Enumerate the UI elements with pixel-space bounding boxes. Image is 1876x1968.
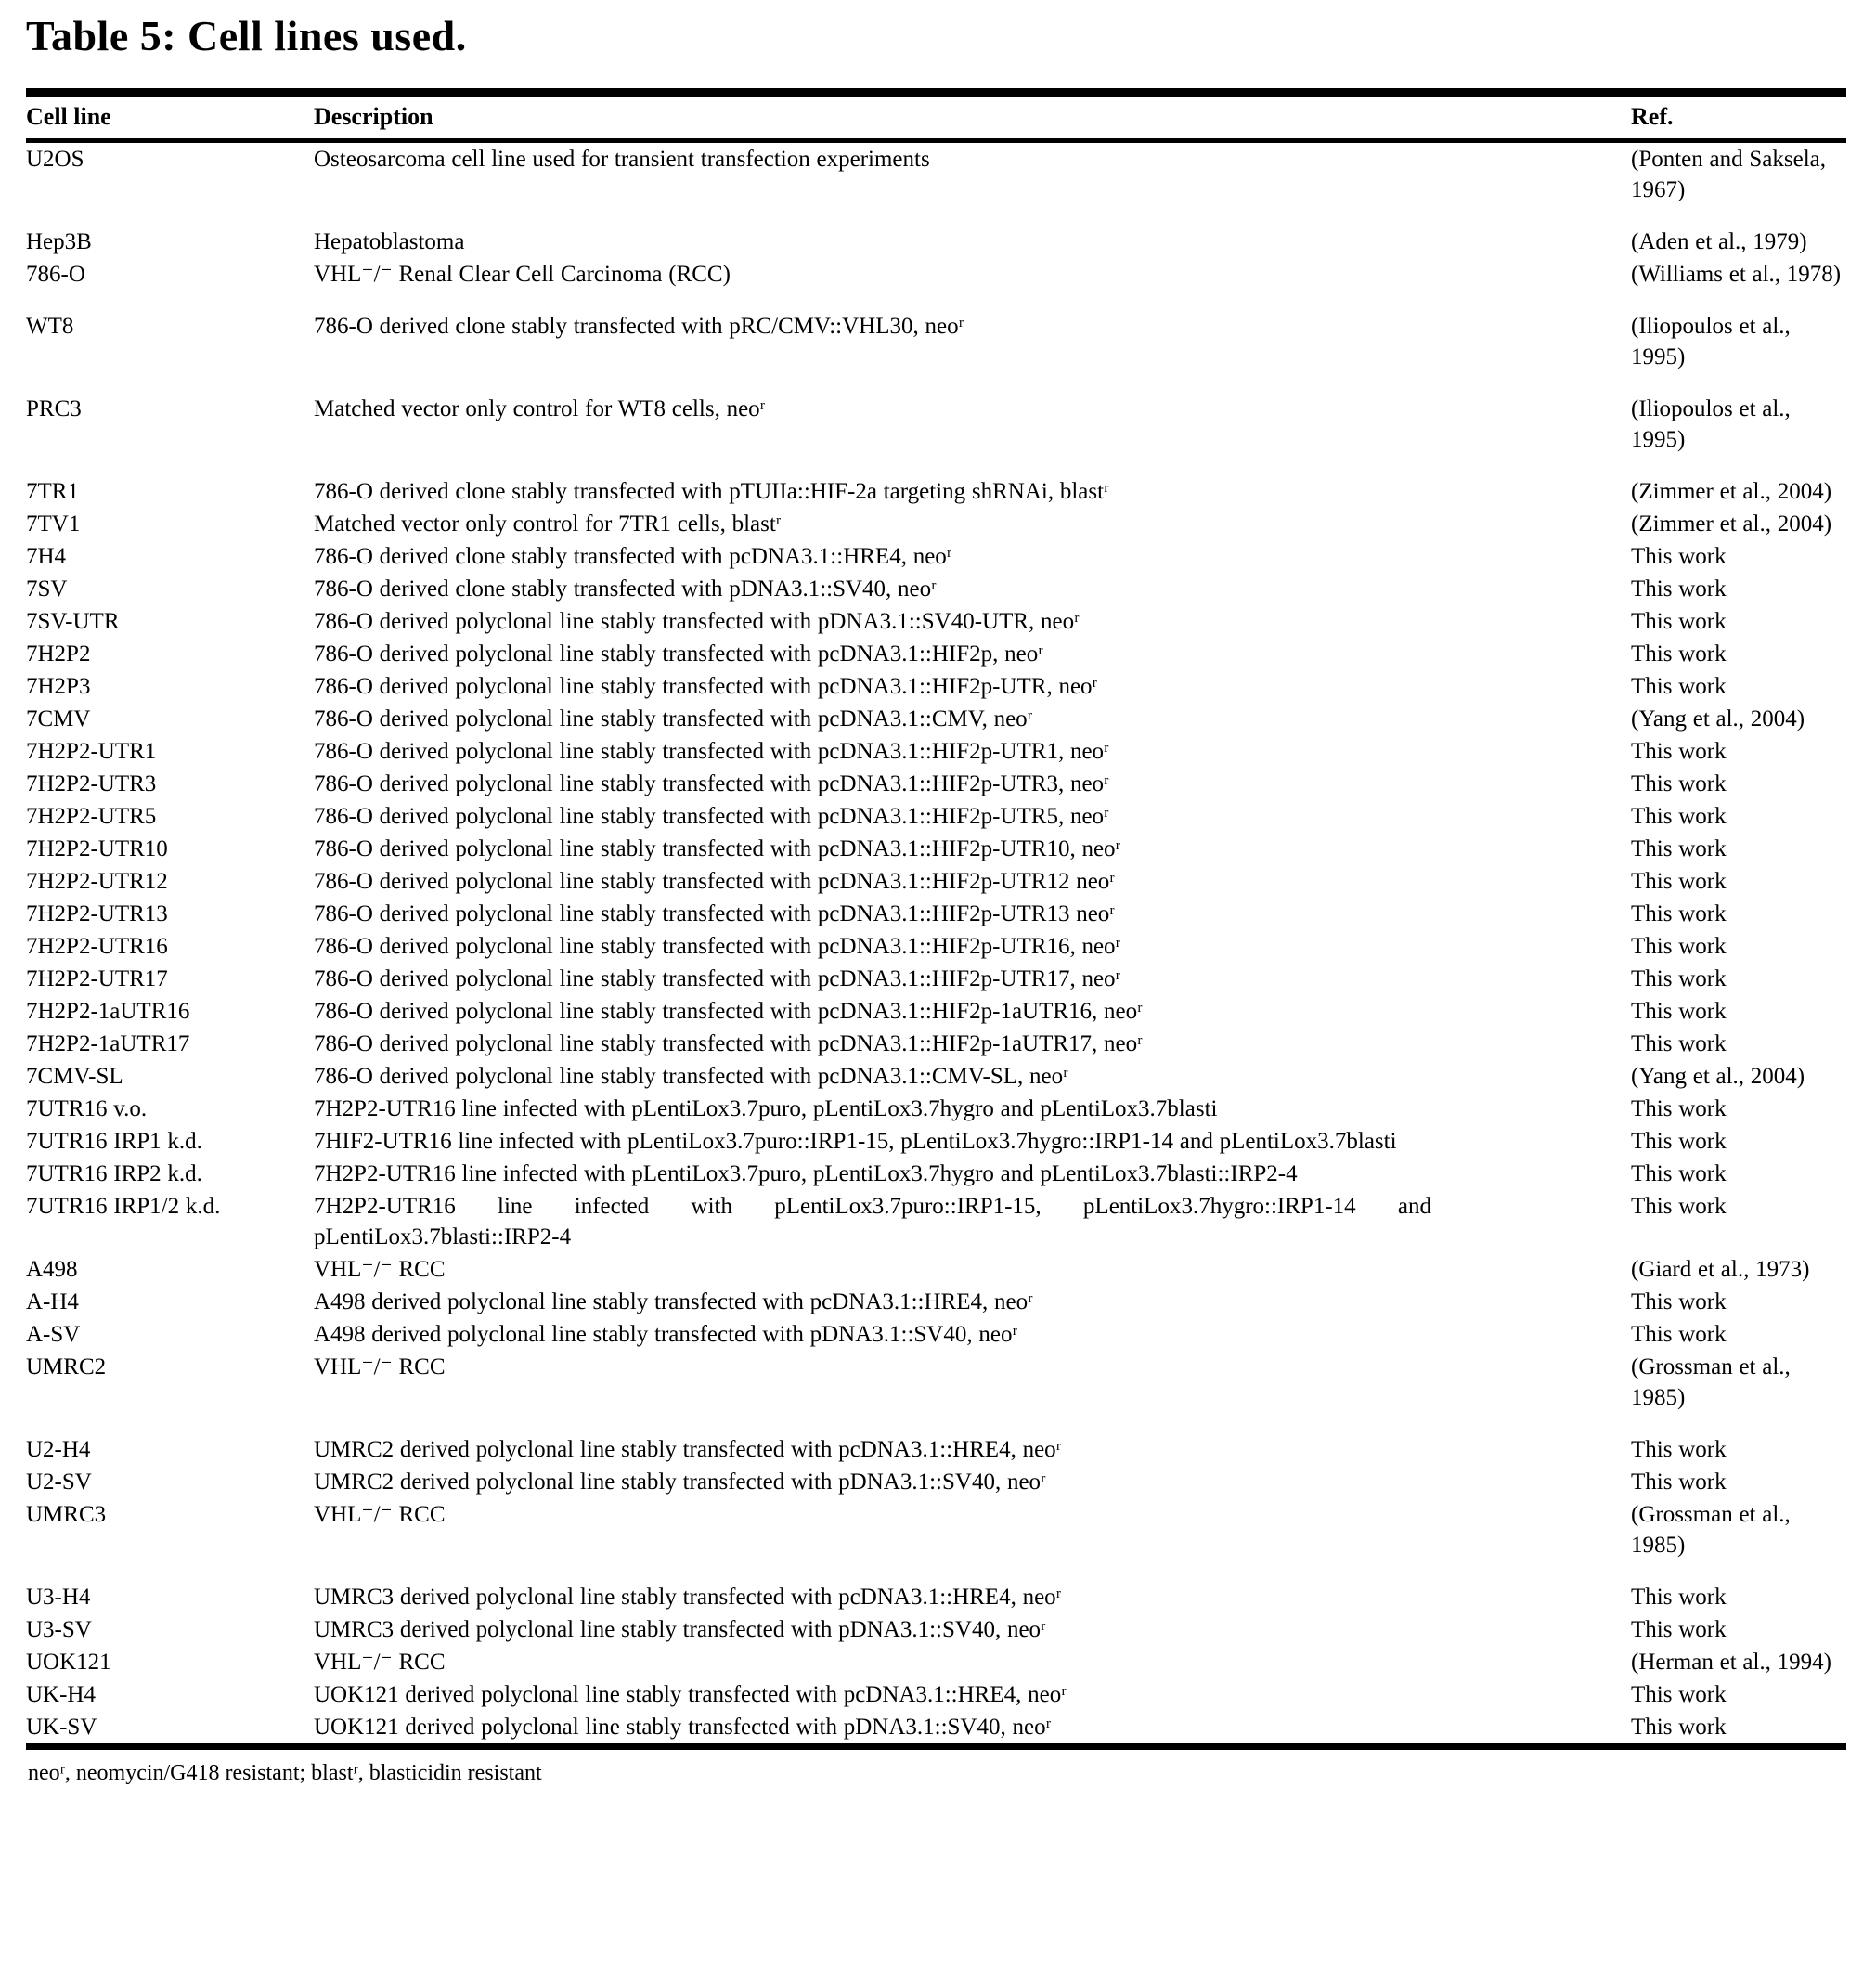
table-row	[26, 1286, 1846, 1318]
ref-cell: (Herman et al., 1994)	[1631, 1650, 1832, 1675]
table-row	[26, 573, 1846, 605]
description-cell: Matched vector only control for WT8 cells, neoʳ	[314, 396, 766, 421]
table-row	[26, 865, 1846, 898]
cell-line-cell: 7UTR16 IRP1/2 k.d.	[26, 1194, 221, 1219]
ref-cell: (Zimmer et al., 2004)	[1631, 511, 1832, 537]
cell-line-cell: U2-SV	[26, 1470, 92, 1495]
cell-line-cell: 7H2P3	[26, 674, 91, 699]
cell-line-cell: 7UTR16 IRP2 k.d.	[26, 1161, 202, 1186]
description-cell: UMRC2 derived polyclonal line stably transfected with pDNA3.1::SV40, neoʳ	[314, 1470, 1046, 1495]
table-row	[26, 508, 1846, 540]
table-row	[26, 1190, 1846, 1253]
cell-line-cell: 7H2P2-UTR13	[26, 901, 168, 926]
cell-line-cell: 7H4	[26, 544, 67, 569]
cell-line-cell: UMRC3	[26, 1502, 107, 1527]
cell-line-cell: 7H2P2-UTR12	[26, 869, 168, 894]
table-row	[26, 735, 1846, 768]
description-cell: Hepatoblastoma	[314, 229, 465, 254]
table-row	[26, 393, 1846, 475]
table-row	[26, 1466, 1846, 1498]
header-row	[26, 93, 1846, 141]
ref-cell: This work	[1631, 1682, 1727, 1707]
ref-cell: This work	[1631, 771, 1727, 796]
ref-cell: This work	[1631, 836, 1727, 861]
cell-line-cell: A-SV	[26, 1322, 81, 1347]
cell-line-cell: WT8	[26, 314, 74, 339]
description-cell: 786-O derived polyclonal line stably transfected with pcDNA3.1::HIF2p, neoʳ	[314, 641, 1043, 667]
table-row	[26, 1253, 1846, 1286]
table-row	[26, 1678, 1846, 1711]
ref-cell: This work	[1631, 869, 1727, 894]
table-row	[26, 1581, 1846, 1613]
ref-cell: This work	[1631, 609, 1727, 634]
ref-cell: (Ponten and Saksela, 1967)	[1631, 147, 1826, 202]
cell-line-cell: 7SV	[26, 576, 68, 602]
cell-line-cell: 7TV1	[26, 511, 81, 537]
cell-line-cell: PRC3	[26, 396, 82, 421]
description-cell: 786-O derived polyclonal line stably transfected with pcDNA3.1::HIF2p-1aUTR17, neoʳ	[314, 1031, 1143, 1056]
description-cell: VHL⁻/⁻ RCC	[314, 1650, 446, 1675]
table-row	[26, 141, 1846, 227]
column-header-cell-line: Cell line	[26, 93, 314, 141]
table-row	[26, 1351, 1846, 1433]
ref-cell: (Grossman et al., 1985)	[1631, 1354, 1791, 1410]
description-cell: Matched vector only control for 7TR1 cells, blastʳ	[314, 511, 782, 537]
table-row	[26, 258, 1846, 310]
description-cell: UOK121 derived polyclonal line stably transfected with pcDNA3.1::HRE4, neoʳ	[314, 1682, 1067, 1707]
description-cell: 786-O derived polyclonal line stably transfected with pcDNA3.1::HIF2p-UTR, neoʳ	[314, 674, 1097, 699]
table-row	[26, 1646, 1846, 1678]
description-cell: 786-O derived polyclonal line stably transfected with pcDNA3.1::HIF2p-1aUTR16, neoʳ	[314, 999, 1143, 1024]
description-cell: A498 derived polyclonal line stably transfected with pcDNA3.1::HRE4, neoʳ	[314, 1289, 1033, 1314]
cell-line-cell: A-H4	[26, 1289, 79, 1314]
table-row	[26, 540, 1846, 573]
table-row	[26, 670, 1846, 703]
cell-line-cell: 7H2P2-1aUTR16	[26, 999, 190, 1024]
cell-line-cell: U2-H4	[26, 1437, 91, 1462]
description-cell: 786-O derived polyclonal line stably transfected with pcDNA3.1::CMV-SL, neoʳ	[314, 1064, 1068, 1089]
table-row	[26, 963, 1846, 995]
cell-line-cell: UK-SV	[26, 1715, 97, 1740]
ref-cell: This work	[1631, 674, 1727, 699]
table-row	[26, 768, 1846, 800]
description-cell: Osteosarcoma cell line used for transient transfection experiments	[314, 147, 930, 172]
description-cell: 786-O derived polyclonal line stably transfected with pcDNA3.1::HIF2p-UTR1, neoʳ	[314, 739, 1109, 764]
cell-line-cell: U3-SV	[26, 1617, 92, 1642]
table-row	[26, 1060, 1846, 1093]
ref-cell: This work	[1631, 966, 1727, 991]
cell-line-cell: 7SV-UTR	[26, 609, 120, 634]
description-cell: UMRC2 derived polyclonal line stably transfected with pcDNA3.1::HRE4, neoʳ	[314, 1437, 1062, 1462]
table-row	[26, 1613, 1846, 1646]
column-header-description: Description	[314, 93, 1631, 141]
description-cell: 786-O derived polyclonal line stably transfected with pcDNA3.1::HIF2p-UTR10, neoʳ	[314, 836, 1120, 861]
table-row	[26, 898, 1846, 930]
table-row	[26, 1498, 1846, 1581]
description-cell: A498 derived polyclonal line stably transfected with pDNA3.1::SV40, neoʳ	[314, 1322, 1017, 1347]
description-cell: VHL⁻/⁻ RCC	[314, 1257, 446, 1282]
table-row	[26, 226, 1846, 258]
ref-cell: (Giard et al., 1973)	[1631, 1257, 1810, 1282]
table-row	[26, 310, 1846, 393]
ref-cell: This work	[1631, 1161, 1727, 1186]
cell-line-cell: 7TR1	[26, 479, 79, 504]
table-row	[26, 1318, 1846, 1351]
cell-line-cell: 786-O	[26, 262, 85, 287]
description-cell: 786-O derived polyclonal line stably transfected with pcDNA3.1::HIF2p-UTR12 neoʳ	[314, 869, 1115, 894]
table-row	[26, 1158, 1846, 1190]
description-cell: 786-O derived polyclonal line stably transfected with pcDNA3.1::HIF2p-UTR16, neoʳ	[314, 934, 1120, 959]
description-cell: 786-O derived polyclonal line stably transfected with pcDNA3.1::CMV, neoʳ	[314, 706, 1033, 732]
cell-line-cell: 7CMV	[26, 706, 91, 732]
description-cell: 786-O derived polyclonal line stably transfected with pcDNA3.1::HIF2p-UTR3, neoʳ	[314, 771, 1109, 796]
cell-line-cell: 7H2P2	[26, 641, 91, 667]
table-row	[26, 475, 1846, 508]
ref-cell: This work	[1631, 1715, 1727, 1740]
ref-cell: This work	[1631, 739, 1727, 764]
cell-line-cell: A498	[26, 1257, 78, 1282]
table-row	[26, 1125, 1846, 1158]
ref-cell: (Grossman et al., 1985)	[1631, 1502, 1791, 1558]
cell-line-cell: 7UTR16 IRP1 k.d.	[26, 1129, 202, 1154]
ref-cell: (Williams et al., 1978)	[1631, 262, 1842, 287]
description-cell: 7H2P2-UTR16 line infected with pLentiLox3.7puro::IRP1-15, pLentiLox3.7hygro::IRP1-14 and pLentiLox3.7blasti::IRP2-4	[314, 1194, 1431, 1249]
cell-line-cell: U2OS	[26, 147, 84, 172]
description-cell: 786-O derived polyclonal line stably transfected with pcDNA3.1::HIF2p-UTR5, neoʳ	[314, 804, 1109, 829]
description-cell: 7H2P2-UTR16 line infected with pLentiLox3.7puro, pLentiLox3.7hygro and pLentiLox3.7blasti	[314, 1096, 1218, 1121]
table-row	[26, 1711, 1846, 1747]
ref-cell: This work	[1631, 999, 1727, 1024]
ref-cell: This work	[1631, 576, 1727, 602]
description-cell: VHL⁻/⁻ Renal Clear Cell Carcinoma (RCC)	[314, 262, 731, 287]
cell-line-cell: 7H2P2-UTR10	[26, 836, 168, 861]
table-row	[26, 605, 1846, 638]
description-cell: VHL⁻/⁻ RCC	[314, 1354, 446, 1379]
table-row	[26, 833, 1846, 865]
table-body	[26, 141, 1846, 1747]
ref-cell: This work	[1631, 1129, 1727, 1154]
cell-line-cell: 7H2P2-UTR3	[26, 771, 157, 796]
cell-line-cell: UOK121	[26, 1650, 111, 1675]
description-cell: 786-O derived clone stably transfected with pRC/CMV::VHL30, neoʳ	[314, 314, 964, 339]
description-cell: 786-O derived polyclonal line stably transfected with pDNA3.1::SV40-UTR, neoʳ	[314, 609, 1080, 634]
ref-cell: This work	[1631, 641, 1727, 667]
description-cell: 786-O derived clone stably transfected with pDNA3.1::SV40, neoʳ	[314, 576, 937, 602]
description-cell: 786-O derived clone stably transfected with pTUIIa::HIF-2a targeting shRNAi, blastʳ	[314, 479, 1109, 504]
ref-cell: This work	[1631, 1470, 1727, 1495]
ref-cell: This work	[1631, 804, 1727, 829]
ref-cell: This work	[1631, 1289, 1727, 1314]
cell-line-cell: Hep3B	[26, 229, 92, 254]
ref-cell: This work	[1631, 901, 1727, 926]
cell-line-cell: 7H2P2-UTR16	[26, 934, 168, 959]
description-cell: 786-O derived polyclonal line stably transfected with pcDNA3.1::HIF2p-UTR13 neoʳ	[314, 901, 1115, 926]
description-cell: UMRC3 derived polyclonal line stably transfected with pcDNA3.1::HRE4, neoʳ	[314, 1585, 1062, 1610]
description-cell: VHL⁻/⁻ RCC	[314, 1502, 446, 1527]
column-header-ref: Ref.	[1631, 93, 1846, 141]
description-cell: 786-O derived polyclonal line stably transfected with pcDNA3.1::HIF2p-UTR17, neoʳ	[314, 966, 1120, 991]
table-title: Table 5: Cell lines used.	[26, 12, 467, 59]
ref-cell: (Iliopoulos et al., 1995)	[1631, 396, 1791, 452]
ref-cell: (Iliopoulos et al., 1995)	[1631, 314, 1791, 369]
ref-cell: This work	[1631, 1096, 1727, 1121]
cell-line-cell: U3-H4	[26, 1585, 91, 1610]
table-row	[26, 1433, 1846, 1466]
ref-cell: This work	[1631, 1194, 1727, 1219]
cell-line-cell: 7H2P2-UTR17	[26, 966, 168, 991]
cell-line-cell: 7UTR16 v.o.	[26, 1096, 148, 1121]
cell-line-cell: 7CMV-SL	[26, 1064, 123, 1089]
description-cell: UOK121 derived polyclonal line stably transfected with pDNA3.1::SV40, neoʳ	[314, 1715, 1052, 1740]
description-cell: 786-O derived clone stably transfected with pcDNA3.1::HRE4, neoʳ	[314, 544, 952, 569]
ref-cell: This work	[1631, 1322, 1727, 1347]
cell-line-cell: UK-H4	[26, 1682, 96, 1707]
description-cell: 7HIF2-UTR16 line infected with pLentiLox3.7puro::IRP1-15, pLentiLox3.7hygro::IRP1-14 and pLentiLox3.7blasti	[314, 1129, 1397, 1154]
ref-cell: This work	[1631, 1031, 1727, 1056]
table-footnote: neoʳ, neomycin/G418 resistant; blastʳ, blasticidin resistant	[28, 1761, 542, 1785]
description-cell: UMRC3 derived polyclonal line stably transfected with pDNA3.1::SV40, neoʳ	[314, 1617, 1046, 1642]
ref-cell: This work	[1631, 544, 1727, 569]
table-row	[26, 1028, 1846, 1060]
ref-cell: (Aden et al., 1979)	[1631, 229, 1807, 254]
ref-cell: This work	[1631, 1437, 1727, 1462]
ref-cell: (Zimmer et al., 2004)	[1631, 479, 1832, 504]
description-cell: 7H2P2-UTR16 line infected with pLentiLox3.7puro, pLentiLox3.7hygro and pLentiLox3.7blasti::IRP2-4	[314, 1161, 1298, 1186]
table-row	[26, 930, 1846, 963]
ref-cell: (Yang et al., 2004)	[1631, 1064, 1805, 1089]
table-row	[26, 1093, 1846, 1125]
cell-line-cell: 7H2P2-1aUTR17	[26, 1031, 190, 1056]
cell-line-cell: 7H2P2-UTR1	[26, 739, 157, 764]
ref-cell: This work	[1631, 1585, 1727, 1610]
table-row	[26, 638, 1846, 670]
ref-cell: (Yang et al., 2004)	[1631, 706, 1805, 732]
cell-lines-table	[26, 88, 1846, 1750]
cell-line-cell: UMRC2	[26, 1354, 107, 1379]
table-row	[26, 995, 1846, 1028]
table-row	[26, 703, 1846, 735]
table-row	[26, 800, 1846, 833]
table-header	[26, 93, 1846, 141]
cell-line-cell: 7H2P2-UTR5	[26, 804, 157, 829]
ref-cell: This work	[1631, 934, 1727, 959]
ref-cell: This work	[1631, 1617, 1727, 1642]
